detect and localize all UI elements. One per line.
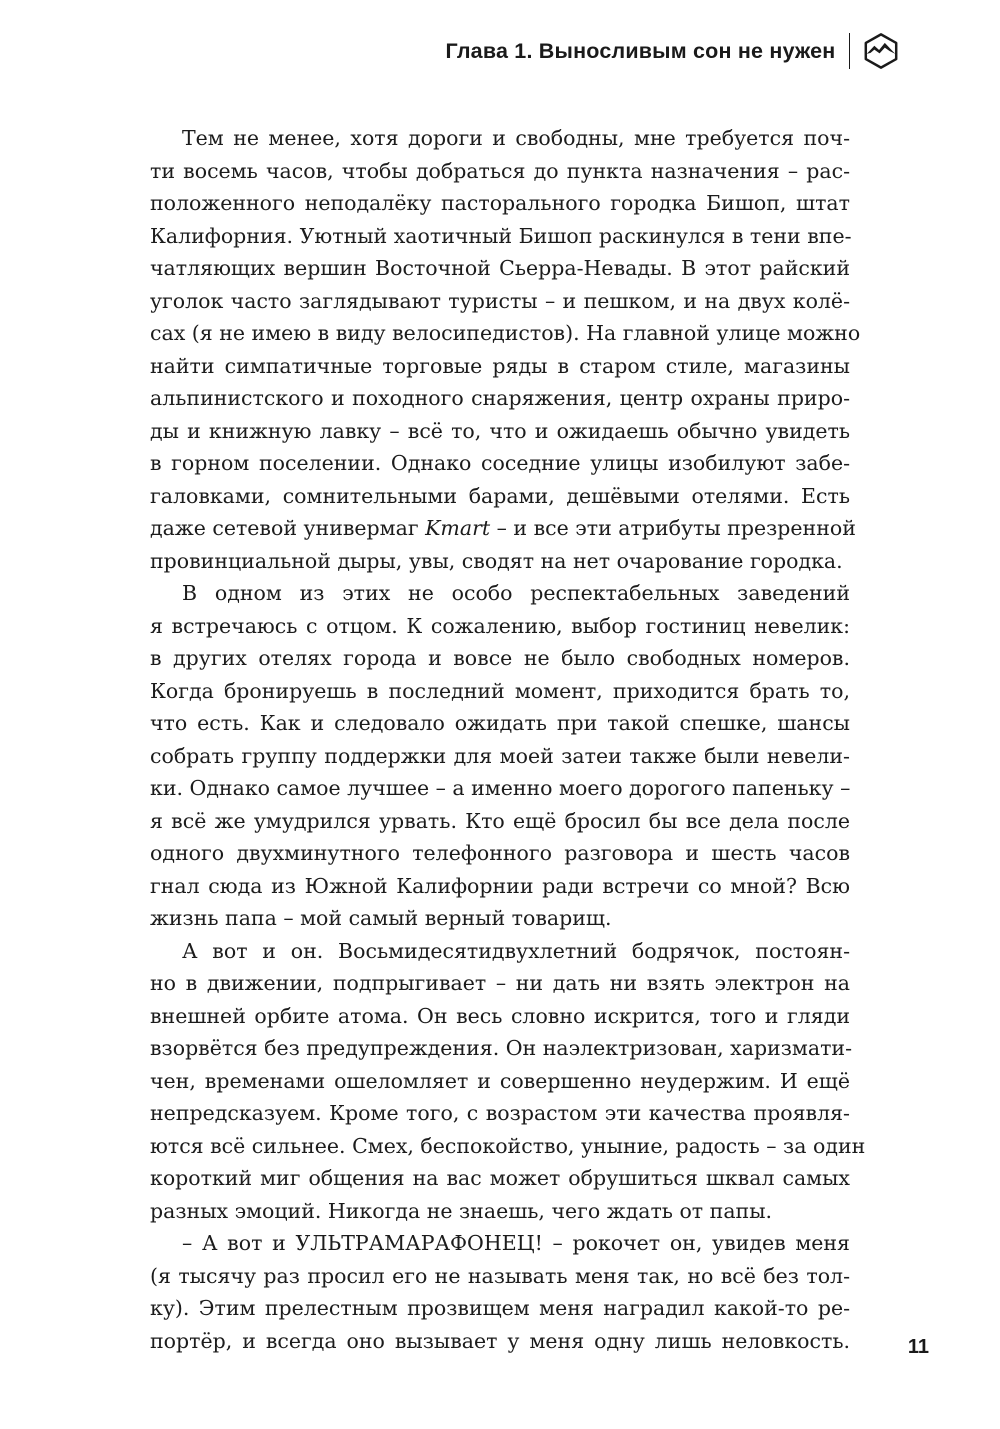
text-segment: – А вот и УЛЬТРАМАРАФОНЕЦ! – рокочет он, увидев меня [182,1231,850,1255]
running-header [446,32,901,70]
text-line [150,512,856,545]
text-segment: взорвётся без предупреждения. Он наэлектризован, харизмати- [150,1036,853,1060]
text-segment: ку). Этим прелестным прозвищем меня наградил какой-то ре- [150,1296,850,1320]
text-line [150,707,850,740]
text-segment: в горном поселении. Однако соседние улицы изобилуют забе- [150,451,850,475]
text-segment: найти симпатичные торговые ряды в старом стиле, магазины [150,353,850,378]
header-divider [849,33,851,69]
text-line [150,967,850,1000]
text-segment: я встречаюсь с отцом. К сожалению, выбор гостиниц невелик: [150,613,850,638]
text-segment: что есть. Как и следовало ожидать при такой спешке, шансы [150,711,850,735]
text-line [150,837,850,870]
text-line [150,545,850,578]
text-segment: чен, временами ошеломляет и совершенно неудержим. И ещё [150,1068,850,1093]
text-segment: уголок часто заглядывают туристы – и пешком, и на двух колё- [150,288,850,313]
text-segment: ки. Однако самое лучшее – а именно моего дорогого папеньку – [150,776,851,800]
text-segment: собрать группу поддержки для моей затеи также были невели- [150,743,850,768]
text-segment: я всё же умудрился урвать. Кто ещё бросил бы все дела после [150,808,850,833]
text-line [150,1162,850,1195]
text-line [150,1097,850,1130]
text-segment: но в движении, подпрыгивает – ни дать ни взять электрон на [150,971,850,995]
text-line [150,1325,850,1358]
text-line [150,740,850,773]
text-segment: А вот и он. Восьмидесятидвухлетний бодрячок, постоян- [182,938,850,963]
text-segment: ти восемь часов, чтобы добраться до пункта назначения – рас- [150,158,850,183]
text-segment: сах (я не имею в виду велосипедистов). На главной улице можно [150,321,861,345]
text-segment: Тем не менее, хотя дороги и свободны, мне требуется поч- [182,126,850,150]
text-line [150,1130,866,1163]
text-line [150,772,850,805]
text-segment: гнал сюда из Южной Калифорнии ради встречи со мной? Всю [150,873,850,898]
text-segment: в других отелях города и вовсе не было свободных номеров. [150,646,850,670]
text-line [150,187,850,220]
text-segment: жизнь папа – мой самый верный товарищ. [150,906,612,930]
text-line [150,1032,853,1065]
text-line [150,285,850,318]
text-line [150,1065,850,1098]
text-segment: Калифорния. Уютный хаотичный Бишоп раскинулся в тени впе- [150,223,852,248]
page-body-text [150,122,866,1357]
text-line [150,1000,850,1033]
page-number: 11 [907,1336,929,1358]
text-line [150,642,850,675]
text-line [150,935,850,968]
italic-text: Kmart [425,516,491,540]
text-segment: В одном из этих не особо респектабельных заведений [182,581,850,605]
text-line [150,870,850,903]
text-line [150,1227,850,1260]
text-segment: портёр, и всегда оно вызывает у меня одну лишь неловкость. [150,1328,850,1353]
text-line [150,220,850,253]
text-line [150,805,850,838]
text-line [150,577,850,610]
text-line [150,1195,850,1228]
text-line [150,415,850,448]
text-segment: альпинистского и походного снаряжения, центр охраны приро- [150,386,850,410]
mountain-hexagon-icon [862,32,900,70]
text-segment: одного двухминутного телефонного разговора и шесть часов [150,841,850,865]
text-line [150,382,850,415]
text-segment: ды и книжную лавку – всё то, что и ожидаешь обычно увидеть [150,418,850,443]
text-line [150,252,850,285]
text-segment: чатляющих вершин Восточной Сьерра-Невады. В этот райский [150,256,850,280]
text-segment: положенного неподалёку пасторального городка Бишоп, штат [150,191,850,215]
text-segment: непредсказуем. Кроме того, с возрастом эти качества проявля- [150,1101,850,1125]
chapter-title: Глава 1. Выносливым сон не нужен [445,38,836,63]
text-line [150,155,850,188]
text-line [150,480,850,513]
text-segment: Когда бронируешь в последний момент, приходится брать то, [150,678,850,703]
text-line [150,902,850,935]
text-line [150,1292,850,1325]
text-segment: короткий миг общения на вас может обрушиться шквал самых [150,1166,850,1190]
text-line [150,1260,850,1293]
text-line [150,350,850,383]
text-segment: внешней орбите атома. Он весь словно искрится, того и гляди [150,1003,850,1028]
text-line [150,317,861,350]
text-line [150,610,850,643]
text-segment: галовками, сомнительными барами, дешёвыми отелями. Есть [150,483,850,508]
text-segment: даже сетевой универмаг [150,516,426,540]
text-segment: разных эмоций. Никогда не знаешь, чего ждать от папы. [150,1198,773,1223]
text-line [150,447,850,480]
text-line [150,122,850,155]
text-segment: – и все эти атрибуты презренной [490,516,856,540]
text-segment: провинциальной дыры, увы, сводят на нет очарование городка. [150,548,843,573]
text-line [150,675,850,708]
text-segment: (я тысячу раз просил его не называть меня так, но всё без тол- [150,1263,850,1288]
text-segment: ются всё сильнее. Смех, беспокойство, уныние, радость – за один [150,1133,866,1158]
